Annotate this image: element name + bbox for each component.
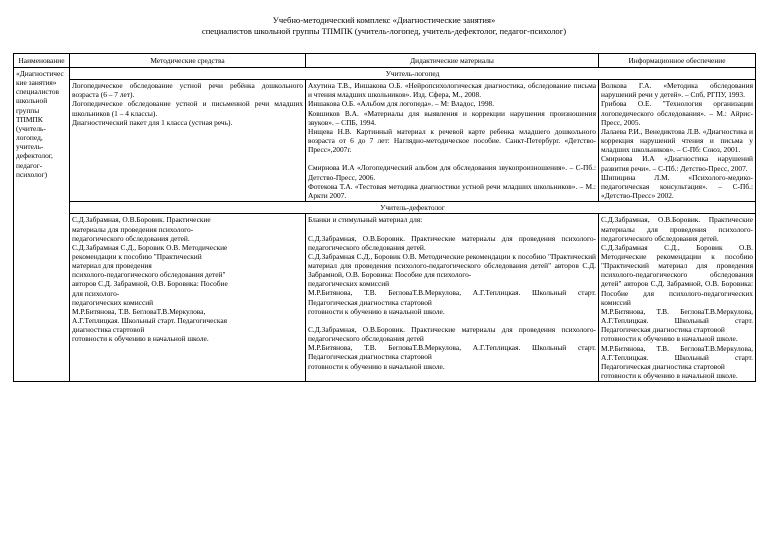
logoped-didactic-cell <box>306 80 599 202</box>
header-methods: Методические средства <box>70 54 306 68</box>
name-cell <box>14 68 70 382</box>
methods-line: для психолого- <box>72 288 120 298</box>
methods-line: М.Р.Битянова, Т.В. БегловаТ.В.Меркулова, <box>72 306 206 316</box>
didactic-item: С.Д.Забрамная, О.В.Боровик. Практические материалы для проведения психолого-педагогического обследования детей. <box>308 233 596 252</box>
name-line: логопед, <box>16 133 43 143</box>
paragraph-gap <box>308 225 596 234</box>
methods-item: Диагностический пакет для 1 класса (устная речь). <box>72 117 233 127</box>
info-item: Волкова Г.А. «Методика обследования нарушений речи у детей». – Спб, РГПУ, 1993. <box>601 81 753 100</box>
didactic-item: готовности к обучению в начальной школе. <box>308 306 445 316</box>
didactic-item: Ахутина Т.В., Иншакова О.Б. «Нейропсихологическая диагностика, обследование письма и чтения младших школьников». Изд. Сфера, М., 2008. <box>308 81 596 100</box>
name-line: учитель- <box>16 142 44 152</box>
didactic-item: Ковшиков В.А. «Материалы для выявления и коррекции нарушения произношения звуков». – СПБ, 1994. <box>308 108 596 127</box>
info-item: С.Д.Забрамная С.Д., Боровик О.В. Методические рекомендации к пособию "Практический материал для проведения психолого-педагогического обследования детей" авторов С.Д. Забрамной, О.В. Боровика: Пособие для психолого-педагогических комиссий <box>601 242 753 307</box>
name-line: (учитель- <box>16 123 46 133</box>
name-line: педагог- <box>16 160 43 170</box>
methods-line: материал для проведения <box>72 261 152 271</box>
methods-line: С.Д.Забрамная, О.В.Боровик. Практические <box>72 215 211 225</box>
header-name: Наименование <box>14 54 70 68</box>
methods-line: педагогических комиссий <box>72 297 154 307</box>
methods-line: психолого-педагогического обследования детей" <box>72 270 226 280</box>
title-line-1: Учебно-методический комплекс «Диагностические занятия» <box>272 15 496 25</box>
info-item: готовности к обучению в начальной школе. <box>601 334 738 344</box>
didactic-item: педагогических комиссий <box>308 279 390 289</box>
didactic-item: С.Д.Забрамная С.Д., Боровик О.В. Методические рекомендации к пособию "Практический материал для проведения психолого-педагогического обследования детей" авторов С.Д. Забрамной, О.В. Боровика: Пособие для психолого- <box>308 251 596 280</box>
name-line: кие занятия» <box>16 78 57 88</box>
defektolog-didactic-cell <box>306 214 599 382</box>
methods-item: Логопедическое обследование устной и письменной речи младших школьников (1 – 4 классы). <box>72 99 303 118</box>
didactic-item: готовности к обучению в начальной школе. <box>308 361 445 371</box>
methods-line: диагностика стартовой <box>72 325 145 335</box>
name-line: специалистов <box>16 87 60 97</box>
logoped-info-cell <box>599 80 756 202</box>
logoped-methods-cell <box>70 80 306 202</box>
table-header-row <box>14 54 756 68</box>
umk-table <box>13 53 756 382</box>
info-item: готовности к обучению в начальной школе. <box>601 371 738 380</box>
methods-line: педагогического обследования детей. <box>72 233 190 243</box>
section-row-logoped <box>14 68 756 80</box>
methods-item: Логопедическое обследование устной речи ребёнка дошкольного возраста (6 – 7 лет). <box>72 81 303 100</box>
didactic-item: С.Д.Забрамная, О.В.Боровик. Практические материалы для проведения психолого-педагогического обследования детей <box>308 324 596 344</box>
methods-line: А.Г.Теплицкая. Школьный старт. Педагогическая <box>72 316 227 326</box>
methods-line: С.Д.Забрамная С.Д., Боровик О.В. Методические <box>72 242 228 252</box>
section-row-defektolog <box>14 202 756 214</box>
didactic-item: М.Р.Битянова, Т.В. БегловаТ.В.Меркулова, А.Г.Теплицкая. Школьный старт. Педагогическая диагностика стартовой <box>308 343 596 362</box>
info-item: С.Д.Забрамная, О.В.Боровик. Практические материалы для проведения психолого-педагогического обследования детей. <box>601 215 753 243</box>
name-line: психолог) <box>16 169 48 179</box>
defektolog-info-cell <box>599 214 756 382</box>
info-item: Шипицина Л.М. «Психолого-медико-педагогическая консультация». – С-Пб.: «Детство-Пресс» 2002. <box>601 172 753 201</box>
name-line: ТПМПК <box>16 114 43 124</box>
paragraph-gap <box>308 154 596 163</box>
methods-line: рекомендации к пособию "Практический <box>72 251 202 261</box>
methods-line: материалы для проведения психолого- <box>72 224 194 234</box>
info-item: М.Р.Битянова, Т.В. БегловаТ.В.Меркулова, А.Г.Теплицкая. Школьный старт. Педагогическая диагностика стартовой <box>601 306 753 335</box>
name-line: школьной <box>16 96 48 106</box>
header-info: Информационное обеспечение <box>599 54 756 68</box>
didactic-item: Смирнова И.А «Логопедический альбом для обследования звукопроизношения». – С-Пб.: Детство-Пресс, 2006. <box>308 163 596 182</box>
title-line-2: специалистов школьной группы ТПМПК (учитель-логопед, учитель-дефектолог, педагог-психолог) <box>201 26 567 36</box>
info-item: Грибова О.Е. "Технология организации логопедического обследования». – М.: Айрис-Пресс, 2005. <box>601 99 753 127</box>
didactic-item: Иншакова О.Б. «Альбом для логопеда». – М: Владос, 1998. <box>308 99 495 109</box>
didactic-item: М.Р.Битянова, Т.В. БегловаТ.В.Меркулова, А.Г.Теплицкая. Школьный старт. Педагогическая диагностика стартовой <box>308 288 596 307</box>
info-item: Смирнова И.А «Диагностика нарушений развития речи». – С-Пб.: Детство-Пресс, 2007. <box>601 154 753 173</box>
didactic-item: Фотекова Т.А. «Тестовая методика диагностики устной речи младших школьников». – М.: Аркти 2007. <box>308 181 596 200</box>
name-line: группы <box>16 105 40 115</box>
didactic-intro: Бланки и стимульный материал для: <box>308 215 423 225</box>
header-didactic: Дидактические материалы <box>306 54 599 68</box>
content-row-logoped <box>14 80 756 202</box>
document-title <box>0 15 768 37</box>
content-row-defektolog <box>14 214 756 382</box>
section-heading-logoped: Учитель-логопед <box>70 68 756 80</box>
name-line: дефектолог, <box>16 151 53 161</box>
didactic-item: Нищева Н.В. Картинный материал к речевой карте ребенка младшего дошкольного возраста от 6 до 7 лет: Наглядно-методическое пособие. Санкт-Петербург. «Детство-Пресс»,2007г. <box>308 126 596 155</box>
section-heading-defektolog: Учитель-дефектолог <box>70 202 756 214</box>
paragraph-gap <box>308 316 596 325</box>
name-line: «Диагностичес <box>16 69 64 78</box>
methods-line: авторов С.Д. Забрамной, О.В. Боровика: Пособие <box>72 279 228 289</box>
info-item: М.Р.Битянова, Т.В. БегловаТ.В.Меркулова, А.Г.Теплицкая. Школьный старт. Педагогическая диагностика стартовой <box>601 343 753 371</box>
methods-line: готовности к обучению в начальной школе. <box>72 334 209 344</box>
defektolog-methods-cell <box>70 214 306 382</box>
info-item: Лалаева Р.И., Венедиктова Л.В. «Диагностика и коррекция нарушений чтения и письма у младших школьников». – С-Пб: Союз, 2001. <box>601 126 753 155</box>
